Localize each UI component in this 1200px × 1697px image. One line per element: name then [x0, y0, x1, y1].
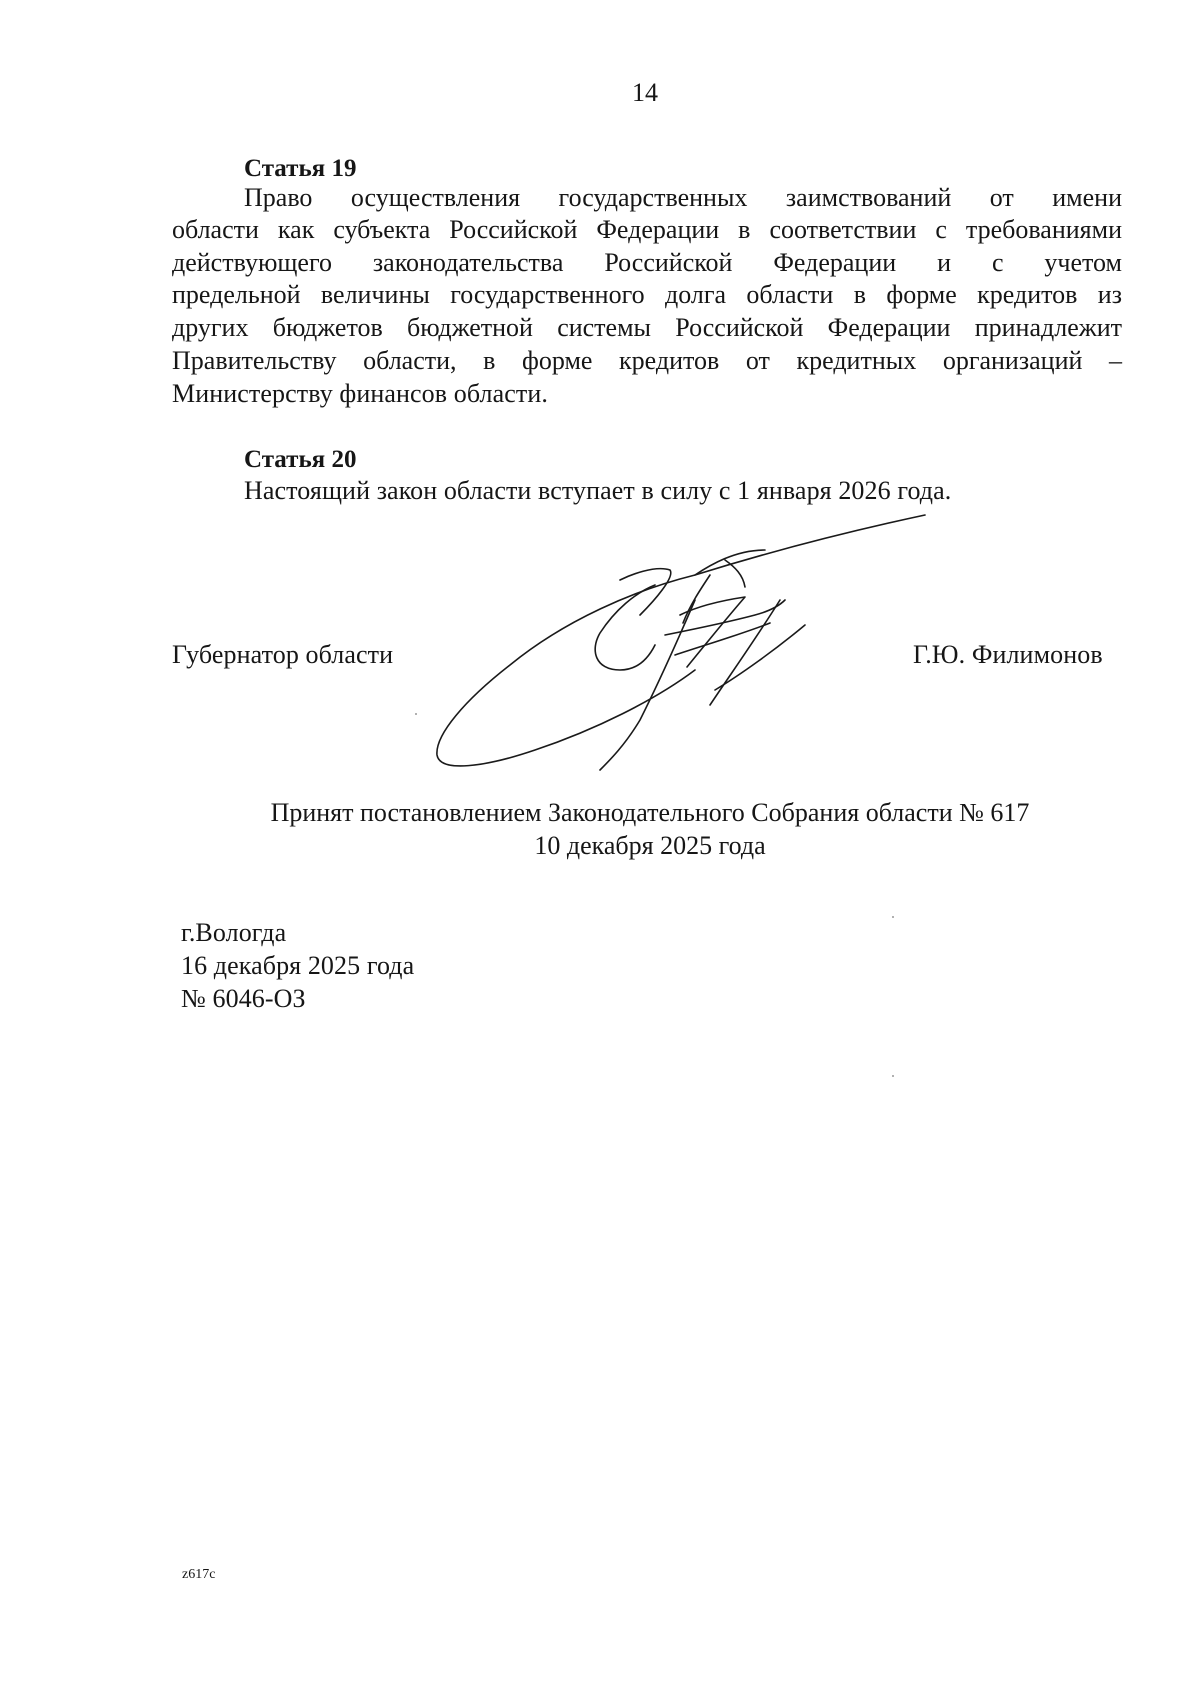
adoption-line-1: Принят постановлением Законодательного Собрания области № 617: [270, 798, 1030, 827]
article-19-line: действующего законодательства Российской Федерации и с учетом: [172, 248, 1122, 277]
handwritten-signature: [425, 505, 945, 775]
adoption-line-2: 10 декабря 2025 года: [534, 831, 766, 860]
article-19-heading: Статья 19: [244, 155, 357, 182]
page-number: 14: [632, 78, 658, 107]
article-20-heading: Статья 20: [244, 446, 357, 473]
scan-speck: [892, 916, 894, 918]
article-19-last-line: Министерству финансов области.: [172, 379, 548, 408]
article-20-text: Настоящий закон области вступает в силу с 1 января 2026 года.: [244, 476, 952, 505]
article-19-line: Правительству области, в форме кредитов от кредитных организаций –: [172, 346, 1122, 375]
law-number: № 6046-ОЗ: [181, 984, 306, 1013]
article-19-line: области как субъекта Российской Федерации в соответствии с требованиями: [172, 215, 1122, 244]
scan-speck: [892, 1075, 894, 1077]
signatory-name: Г.Ю. Филимонов: [913, 640, 1103, 669]
signing-date: 16 декабря 2025 года: [181, 951, 415, 980]
footer-code: z617c: [182, 1567, 216, 1582]
article-19-line: других бюджетов бюджетной системы Российской Федерации принадлежит: [172, 313, 1122, 342]
scan-speck: [415, 713, 417, 715]
article-19-line: предельной величины государственного долга области в форме кредитов из: [172, 280, 1122, 309]
signatory-position: Губернатор области: [172, 640, 394, 669]
city: г.Вологда: [181, 918, 287, 947]
article-19-line: Право осуществления государственных заимствований от имени: [244, 183, 1122, 212]
